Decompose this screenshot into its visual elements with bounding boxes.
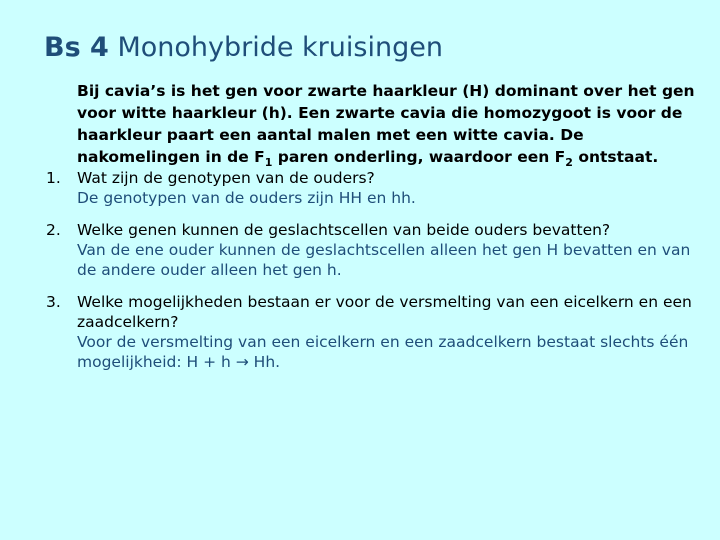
intro-subscript-1: 1 <box>264 156 273 170</box>
title-text: Monohybride kruisingen <box>117 32 443 63</box>
intro-part-2: paren onderling, waardoor een F <box>272 148 566 166</box>
title-prefix: Bs 4 <box>44 32 109 63</box>
answer-text: De genotypen van de ouders zijn HH en hh. <box>77 189 416 207</box>
intro-part-1: Bij cavia’s is het gen voor zwarte haarkleur (H) dominant over het gen voor witte haarkleur (h). Een zwarte cavia die homozygoot is voor de haarkleur paart een aantal malen met een witte cavia. De nakomelingen in de F <box>77 82 695 166</box>
intro-subscript-2: 2 <box>565 156 573 170</box>
question-number: 1. <box>46 169 61 187</box>
question-text: Wat zijn de genotypen van de ouders? <box>77 169 375 187</box>
answer-text: Van de ene ouder kunnen de geslachtscellen alleen het gen H bevatten en van de andere ouder alleen het gen h. <box>77 241 691 279</box>
question-text: Welke genen kunnen de geslachtscellen van beide ouders bevatten? <box>77 221 611 239</box>
question-number: 2. <box>46 221 61 239</box>
intro-paragraph <box>77 80 697 168</box>
question-1 <box>46 168 706 208</box>
intro-part-3: ontstaat. <box>572 148 659 166</box>
answer-text: Voor de versmelting van een eicelkern en een zaadcelkern bestaat slechts één mogelijkheid: H + h → Hh. <box>77 333 689 371</box>
question-3 <box>46 292 706 372</box>
question-number: 3. <box>46 293 61 311</box>
question-text: Welke mogelijkheden bestaan er voor de versmelting van een eicelkern en een zaadcelkern? <box>77 293 692 331</box>
question-2 <box>46 220 706 280</box>
page-title <box>44 32 443 63</box>
